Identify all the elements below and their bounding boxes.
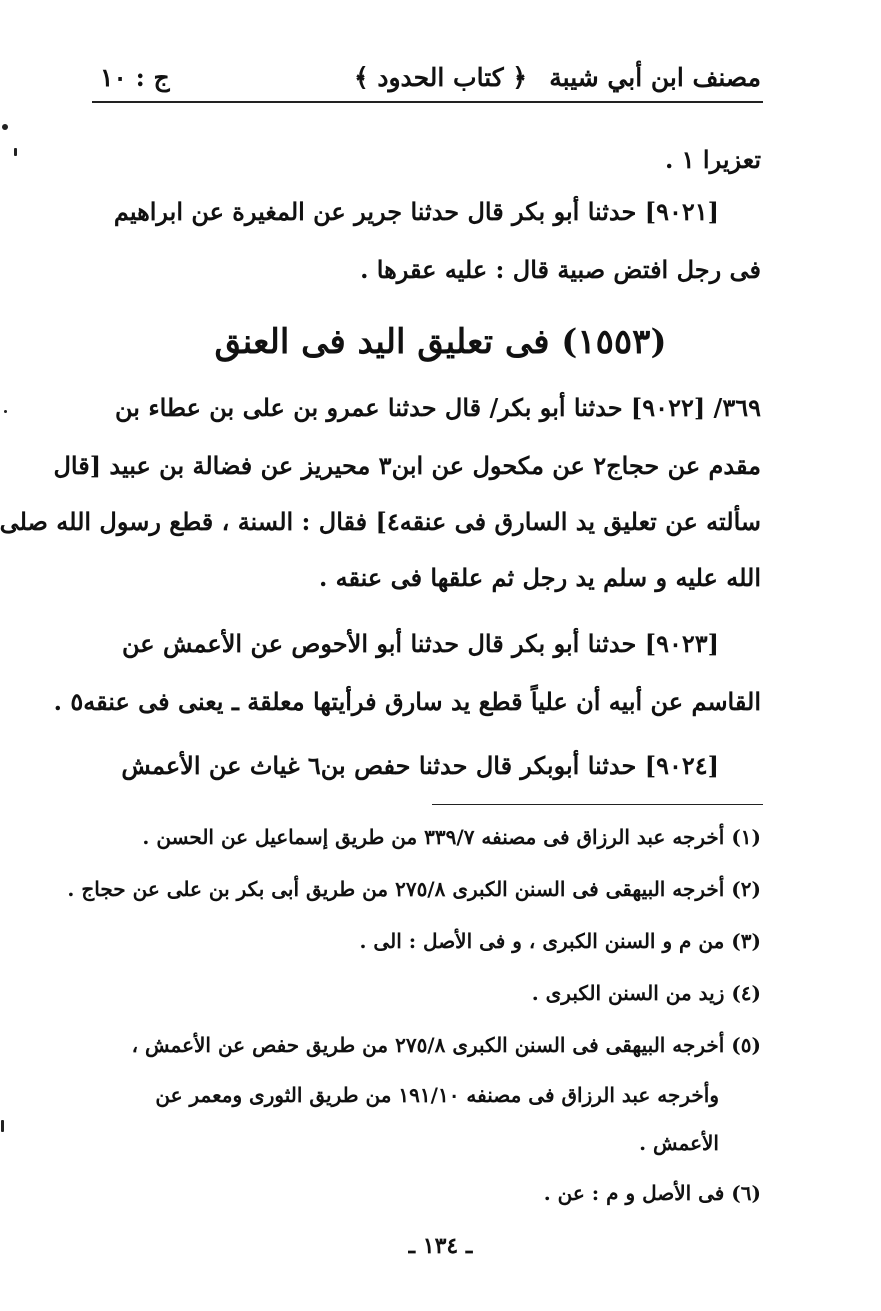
hadith-line: [٩٠٢١] حدثنا أبو بكر قال حدثنا جرير عن المغيرة عن ابراهيم	[113, 197, 719, 226]
footnote-rule	[432, 804, 763, 805]
page-number: ـ ١٣٤ ـ	[408, 1233, 473, 1259]
footnote: (٣) من م و السنن الكبرى ، و فى الأصل : الى .	[359, 929, 761, 953]
scan-speck	[14, 148, 17, 156]
scan-speck	[2, 124, 8, 130]
hadith-line: ٣٦٩/ [٩٠٢٢] حدثنا أبو بكر/ قال حدثنا عمرو بن على بن عطاء بن	[115, 393, 761, 422]
hadith-line: [٩٠٢٣] حدثنا أبو بكر قال حدثنا أبو الأحوص عن الأعمش عن	[122, 629, 719, 658]
hadith-line: الله عليه و سلم يد رجل ثم علقها فى عنقه .	[318, 563, 761, 592]
hadith-line: فى رجل افتض صبية قال : عليه عقرها .	[360, 255, 761, 284]
footnote: (٥) أخرجه البيهقى فى السنن الكبرى ٢٧٥/٨ من طريق حفص عن الأعمش ،	[131, 1033, 761, 1057]
chapter-heading: (١٥٥٣) فى تعليق اليد فى العنق	[214, 322, 667, 362]
footnote: (٤) زيد من السنن الكبرى .	[531, 981, 761, 1005]
hadith-line: القاسم عن أبيه أن علياً قطع يد سارق فرأيتها معلقة ـ يعنى فى عنقه٥ .	[53, 687, 761, 716]
scan-speck	[1, 1120, 4, 1132]
volume-label: ج : ١٠	[100, 63, 170, 92]
hadith-line: [٩٠٢٤] حدثنا أبوبكر قال حدثنا حفص بن٦ غياث عن الأعمش	[121, 751, 719, 780]
section-title: ﴿ كتاب الحدود ﴾	[353, 63, 528, 92]
text-line: تعزيرا ١ .	[664, 145, 761, 174]
book-title: مصنف ابن أبي شيبة	[549, 63, 761, 92]
hadith-line: سألته عن تعليق يد السارق فى عنقه٤] فقال : السنة ، قطع رسول الله صلى	[0, 507, 761, 536]
footnote: (٦) فى الأصل و م : عن .	[543, 1181, 761, 1205]
footnote-continuation: الأعمش .	[639, 1131, 719, 1155]
hadith-line: مقدم عن حجاج٢ عن مكحول عن ابن٣ محيريز عن فضالة بن عبيد [قال	[53, 451, 761, 480]
header-rule	[92, 101, 763, 103]
footnote-continuation: وأخرجه عبد الرزاق فى مصنفه ١٩١/١٠ من طريق الثورى ومعمر عن	[155, 1083, 719, 1107]
footnote: (١) أخرجه عبد الرزاق فى مصنفه ٣٣٩/٧ من طريق إسماعيل عن الحسن .	[142, 825, 761, 849]
footnote: (٢) أخرجه البيهقى فى السنن الكبرى ٢٧٥/٨ من طريق أبى بكر بن على عن حجاج .	[67, 877, 761, 901]
scan-speck	[4, 410, 7, 413]
